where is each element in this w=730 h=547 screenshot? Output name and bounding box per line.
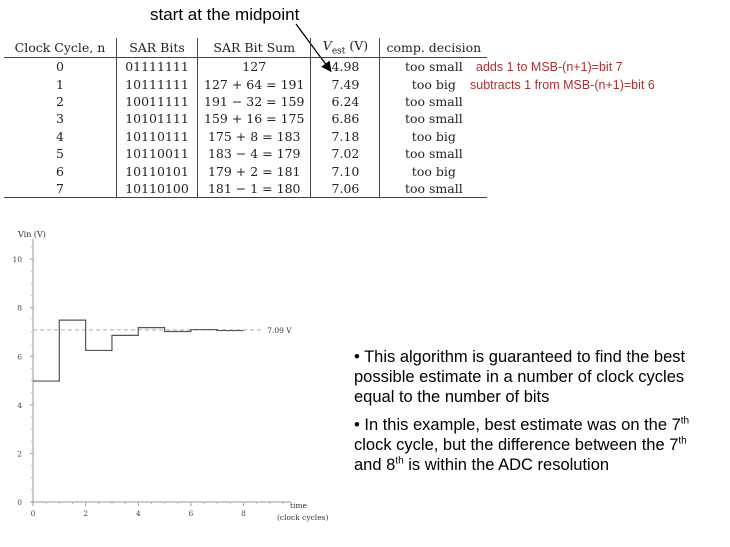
y-tick-label: 2	[17, 449, 22, 459]
cell-bits: 10101111	[117, 110, 198, 127]
cell-cycle: 4	[4, 128, 117, 145]
midpoint-note: start at the midpoint	[150, 5, 300, 24]
x-axis-label: time	[290, 501, 307, 510]
reference-label: 7.09 V	[267, 325, 292, 335]
subtracts-note: subtracts 1 from MSB-(n+1)=bit 6	[470, 78, 655, 92]
bullet-guarantee: • This algorithm is guaranteed to find the best possible estimate in a number of clock cycles equal to the number of bits	[354, 348, 686, 406]
cell-vest: 7.18	[311, 128, 380, 145]
cell-vest: 6.86	[311, 110, 380, 127]
cell-vest: 6.24	[311, 93, 380, 110]
cell-sum: 127	[198, 58, 311, 76]
cell-decision: too small	[404, 111, 463, 127]
sar-step-chart	[0, 220, 340, 547]
table-row	[4, 93, 487, 110]
cell-cycle: 5	[4, 145, 117, 162]
cell-decision: too small	[380, 180, 487, 198]
cell-bits: 10011111	[117, 93, 198, 110]
cell-vest: 7.06	[311, 180, 380, 198]
y-tick-label: 8	[17, 303, 22, 313]
table-header-row	[4, 38, 487, 58]
cell-cycle: 2	[4, 93, 117, 110]
y-tick-label: 10	[12, 255, 22, 265]
cell-decision: too big	[411, 163, 456, 179]
x-tick-label: 6	[188, 509, 194, 518]
table-row	[4, 145, 487, 162]
cell-bits: 01111111	[117, 58, 198, 76]
cell-bits: 10110011	[117, 145, 198, 162]
cell-sum: 175 + 8 = 183	[198, 128, 311, 145]
cell-bits: 10110100	[117, 180, 198, 198]
cell-decision: too small	[404, 59, 463, 75]
cell-decision: too big	[411, 128, 456, 144]
cell-cycle: 1	[4, 75, 117, 92]
cell-sum: 191 − 32 = 159	[198, 93, 311, 110]
adds-note: adds 1 to MSB-(n+1)=bit 7	[476, 60, 623, 74]
cell-cycle: 3	[4, 110, 117, 127]
x-tick-label: 4	[135, 509, 141, 518]
bullet-list	[354, 347, 699, 483]
header-sar-bits: SAR Bits	[117, 38, 198, 58]
cell-bits: 10110101	[117, 162, 198, 179]
table-row	[4, 180, 487, 198]
table-row	[4, 128, 487, 145]
header-comp-decision: comp. decision	[380, 38, 487, 58]
cell-cycle: 7	[4, 180, 117, 198]
cell-sum: 159 + 16 = 175	[198, 110, 311, 127]
header-clock-cycle: Clock Cycle, n	[4, 38, 117, 58]
x-axis-unit: (clock cycles)	[277, 513, 329, 522]
cell-vest: 4.98	[311, 58, 380, 76]
cell-vest: 7.49	[311, 75, 380, 92]
bullet-example: • In this example, best estimate was on the 7th clock cycle, but the difference between the 7th and 8th is within the ADC resolution	[354, 415, 690, 474]
cell-cycle: 0	[4, 58, 117, 76]
cell-sum: 127 + 64 = 191	[198, 75, 311, 92]
table-row	[4, 110, 487, 127]
x-tick-label: 0	[30, 509, 36, 518]
sar-table	[4, 38, 487, 198]
cell-decision: too small	[404, 93, 463, 109]
header-vest: $V_{est}$ (V)	[311, 38, 380, 58]
y-tick-label: 6	[17, 352, 22, 362]
x-tick-label: 8	[241, 509, 246, 518]
cell-cycle: 6	[4, 162, 117, 179]
table-row	[4, 75, 487, 92]
cell-decision: too small	[404, 146, 463, 162]
cell-sum: 183 − 4 = 179	[198, 145, 311, 162]
cell-decision: too big	[411, 76, 456, 92]
cell-sum: 181 − 1 = 180	[198, 180, 311, 198]
cell-bits: 10111111	[117, 75, 198, 92]
cell-sum: 179 + 2 = 181	[198, 162, 311, 179]
y-axis-label: Vin (V)	[18, 230, 46, 239]
x-tick-label: 2	[83, 509, 89, 518]
table-row	[4, 162, 487, 179]
header-sar-bit-sum: SAR Bit Sum	[198, 38, 311, 58]
y-tick-label: 0	[17, 498, 22, 507]
y-tick-label: 4	[17, 400, 22, 410]
estimate-step-line	[33, 320, 244, 381]
table-row	[4, 58, 487, 76]
cell-vest: 7.10	[311, 162, 380, 179]
cell-vest: 7.02	[311, 145, 380, 162]
cell-bits: 10110111	[117, 128, 198, 145]
